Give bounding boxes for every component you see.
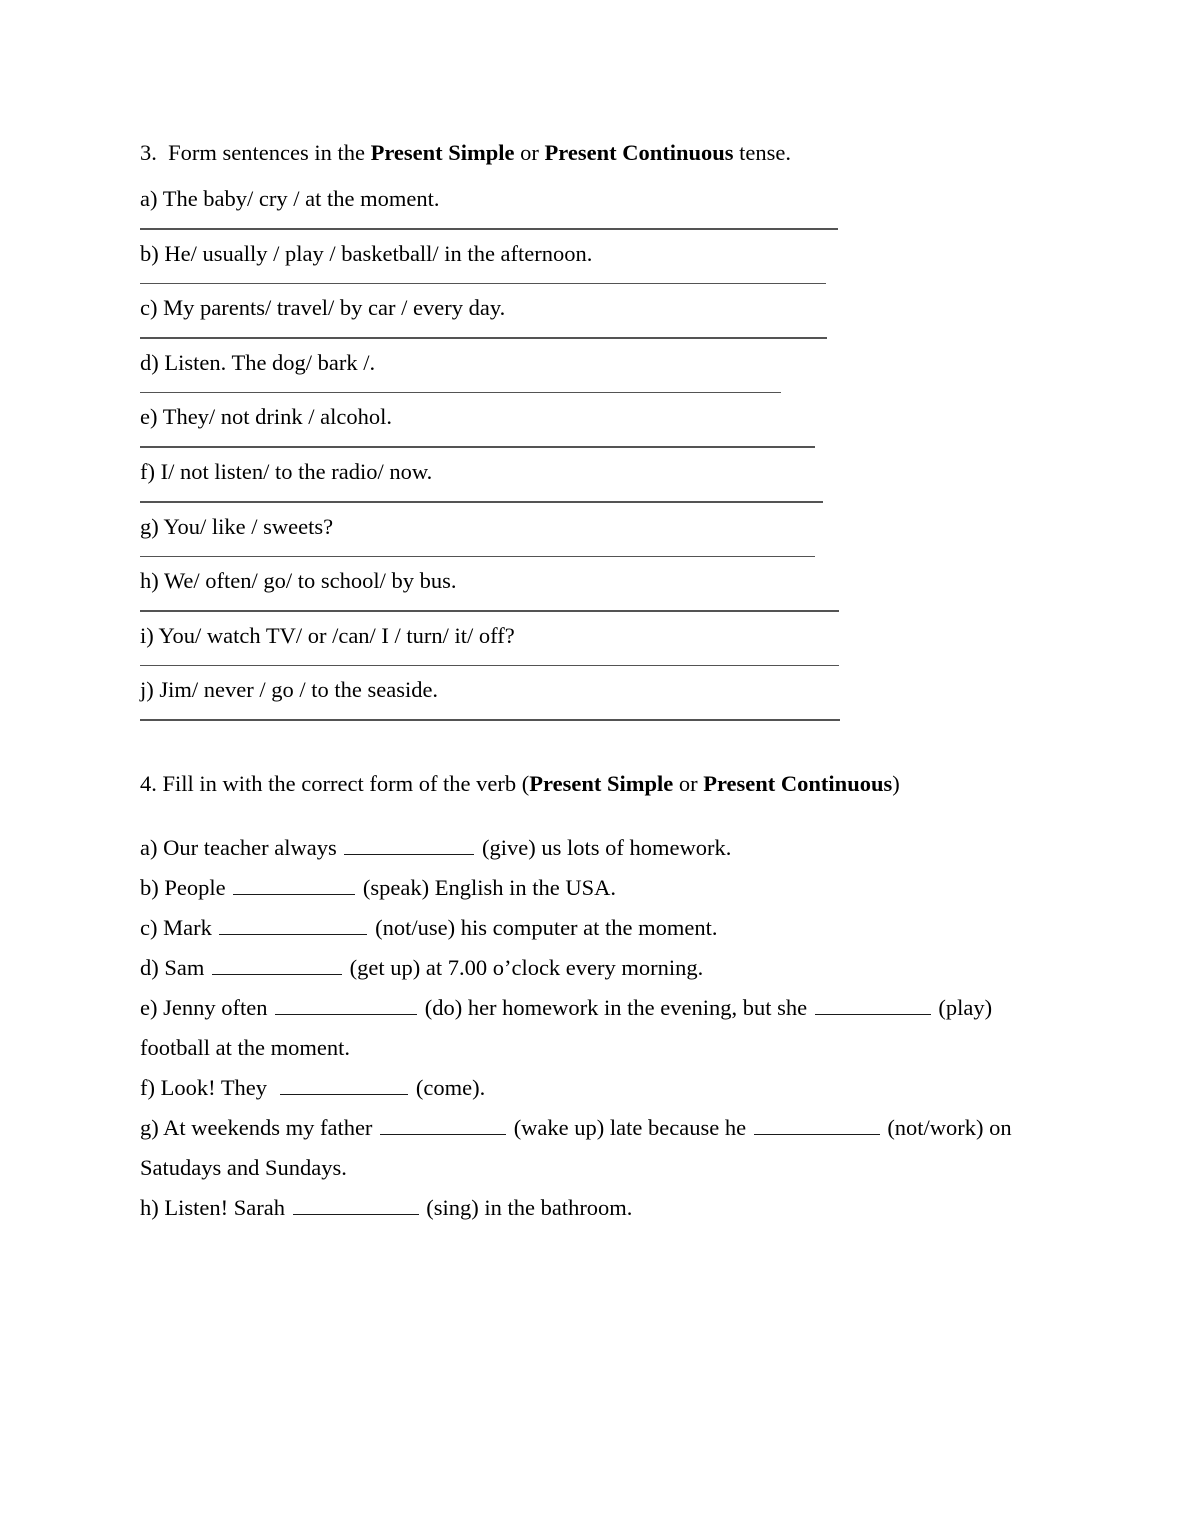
exercise-4-answer-blank[interactable]	[212, 957, 342, 975]
exercise-3-prompt: e) They/ not drink / alcohol.	[140, 404, 393, 430]
exercise-4-text: b) People	[140, 874, 232, 900]
exercise-4-text: g) At weekends my father	[140, 1114, 379, 1140]
exercise-3-item	[140, 621, 1060, 667]
exercise-3-item	[140, 293, 1060, 339]
exercise-3-answer-line[interactable]	[140, 610, 839, 612]
exercise-4-text: (wake up) late because he	[508, 1114, 752, 1140]
exercise-4-item	[140, 828, 1060, 868]
exercise-3-prompt: j) Jim/ never / go / to the seaside.	[140, 677, 439, 703]
exercise-3-answer-line[interactable]	[140, 446, 815, 448]
exercise-3-item	[140, 239, 1060, 285]
exercise-3-prompt: a) The baby/ cry / at the moment.	[140, 186, 440, 211]
exercise-3-answer-line[interactable]	[140, 556, 815, 558]
exercise-3-prompt: b) He/ usually / play / basketball/ in the afternoon.	[140, 240, 593, 266]
exercise-4-text: (do) her homework in the evening, but she	[419, 994, 813, 1020]
exercise-3-item	[140, 457, 1060, 503]
exercise-3-question-list	[140, 184, 1060, 721]
exercise-3-item	[140, 184, 1060, 230]
exercise-3-answer-line[interactable]	[140, 283, 826, 285]
exercise-3-answer-line[interactable]	[140, 501, 823, 503]
exercise-4-item	[140, 1108, 1060, 1188]
exercise-4-answer-blank[interactable]	[380, 1117, 506, 1135]
exercise-4-text: e) Jenny often	[140, 994, 274, 1020]
exercise-4-item	[140, 988, 1060, 1068]
exercise-4-heading-tail: )	[892, 770, 900, 796]
exercise-4-item	[140, 908, 1060, 948]
exercise-3-heading-bold-present-continuous: Present Continuous	[544, 140, 734, 165]
exercise-4-answer-blank[interactable]	[275, 997, 417, 1015]
exercise-4-question-list	[140, 828, 1060, 1228]
worksheet-content	[140, 138, 1060, 1228]
exercise-3-answer-line[interactable]	[140, 337, 827, 339]
exercise-4-text: d) Sam	[140, 954, 210, 980]
exercise-4-text: (come).	[410, 1074, 486, 1100]
exercise-4-heading-bold-present-simple: Present Simple	[529, 770, 674, 796]
exercise-3-answer-line[interactable]	[140, 719, 840, 721]
exercise-4-text: a) Our teacher always	[140, 834, 343, 860]
exercise-3-item	[140, 512, 1060, 558]
exercise-4-answer-blank[interactable]	[219, 917, 367, 935]
exercise-3-answer-line[interactable]	[140, 228, 838, 230]
exercise-4-item	[140, 1188, 1060, 1228]
exercise-4-answer-blank[interactable]	[344, 837, 474, 855]
exercise-4-text: (not/work) on Satudays and Sundays.	[140, 1114, 1018, 1180]
exercise-4-heading	[140, 769, 1060, 799]
exercise-4-answer-blank[interactable]	[293, 1197, 419, 1215]
exercise-3-prompt: i) You/ watch TV/ or /can/ I / turn/ it/ off?	[140, 622, 515, 648]
exercise-4-text: (not/use) his computer at the moment.	[369, 914, 718, 940]
exercise-4-text: h) Listen! Sarah	[140, 1194, 291, 1220]
exercise-3-prompt: h) We/ often/ go/ to school/ by bus.	[140, 568, 457, 594]
exercise-3-heading-mid: or	[514, 140, 545, 165]
exercise-4-section	[140, 769, 1060, 1228]
exercise-4-answer-blank[interactable]	[280, 1077, 408, 1095]
exercise-4-text: (play) football at the moment.	[140, 994, 998, 1060]
exercise-4-answer-blank[interactable]	[754, 1117, 880, 1135]
exercise-4-item	[140, 948, 1060, 988]
exercise-3-prompt: d) Listen. The dog/ bark /.	[140, 349, 376, 375]
exercise-4-text: c) Mark	[140, 914, 218, 940]
exercise-4-answer-blank[interactable]	[233, 877, 355, 895]
exercise-4-text: (get up) at 7.00 o’clock every morning.	[344, 954, 704, 980]
exercise-3-number: 3.	[140, 140, 157, 165]
exercise-3-item	[140, 675, 1060, 721]
exercise-3-heading-tail: tense.	[733, 140, 792, 165]
exercise-3-prompt: c) My parents/ travel/ by car / every day.	[140, 295, 506, 321]
exercise-3-section	[140, 138, 1060, 721]
exercise-4-item	[140, 868, 1060, 908]
exercise-4-answer-blank[interactable]	[815, 997, 931, 1015]
exercise-4-item	[140, 1068, 1060, 1108]
exercise-4-heading-mid: or	[673, 770, 704, 796]
exercise-3-heading	[140, 138, 1060, 168]
exercise-3-heading-bold-present-simple: Present Simple	[370, 140, 515, 165]
exercise-3-answer-line[interactable]	[140, 392, 781, 394]
exercise-3-heading-lead: Form sentences in the	[156, 140, 371, 165]
exercise-3-item	[140, 348, 1060, 394]
exercise-3-item	[140, 566, 1060, 612]
exercise-3-answer-line[interactable]	[140, 665, 839, 667]
exercise-3-prompt: f) I/ not listen/ to the radio/ now.	[140, 458, 433, 484]
exercise-4-heading-bold-present-continuous: Present Continuous	[703, 770, 893, 796]
exercise-3-item	[140, 402, 1060, 448]
exercise-4-heading-lead: 4. Fill in with the correct form of the verb (	[140, 770, 530, 796]
exercise-3-prompt: g) You/ like / sweets?	[140, 513, 334, 539]
exercise-4-text: f) Look! They	[140, 1074, 279, 1100]
exercise-4-text: (sing) in the bathroom.	[420, 1194, 633, 1220]
exercise-4-text: (speak) English in the USA.	[357, 874, 616, 900]
exercise-4-text: (give) us lots of homework.	[476, 834, 732, 860]
